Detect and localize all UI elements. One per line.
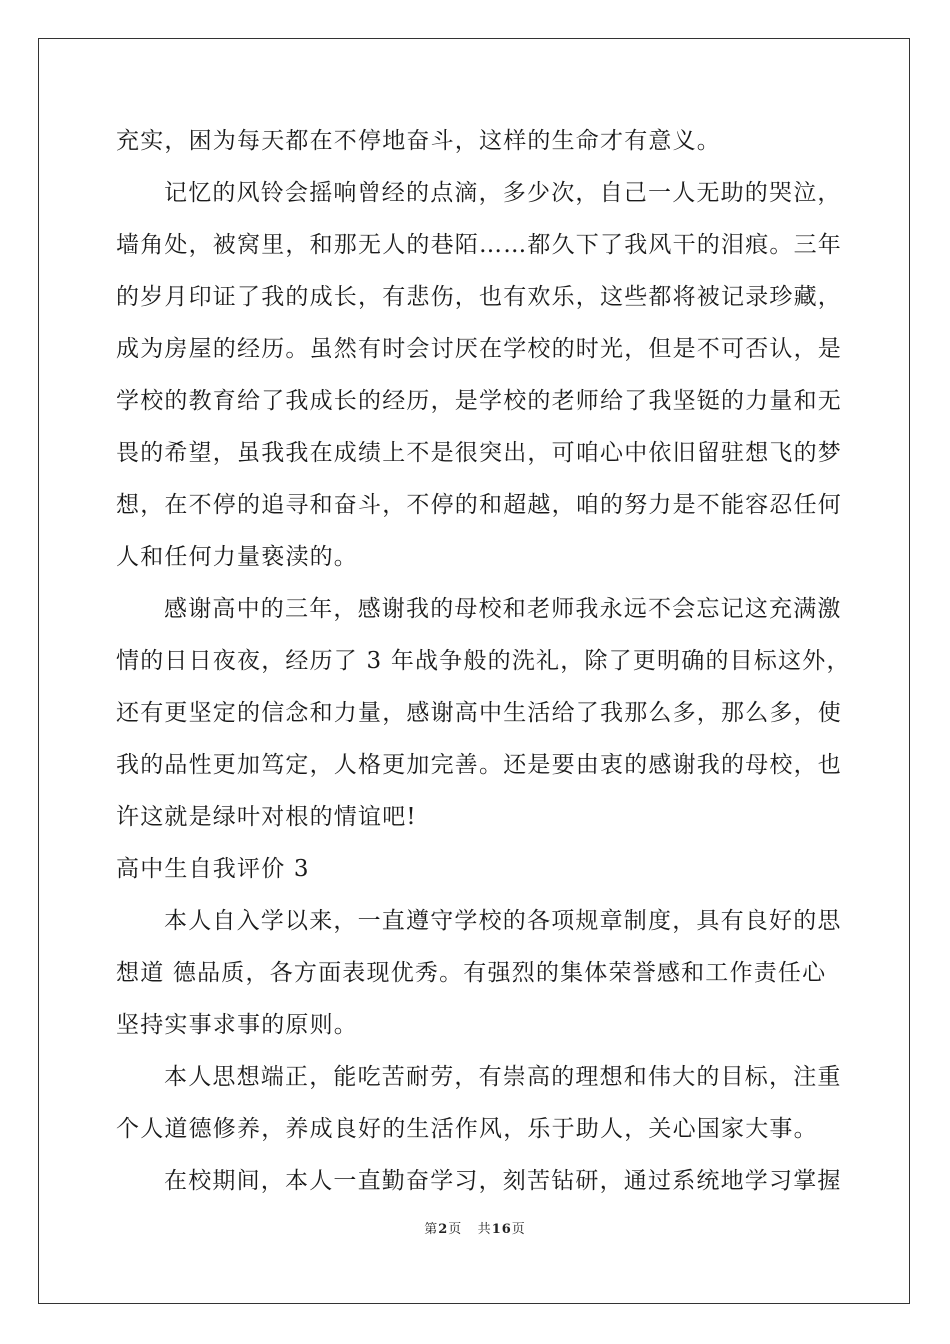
- text-line: 畏的希望，虽我我在成绩上不是很突出，可咱心中依旧留驻想飞的梦: [116, 440, 842, 466]
- text-line: 想，在不停的追寻和奋斗，不停的和超越，咱的努力是不能容忍任何: [116, 492, 842, 518]
- footer-total-unit: 页: [511, 1222, 526, 1237]
- footer-page-unit: 页: [448, 1222, 463, 1237]
- text-line: 墙角处，被窝里，和那无人的巷陌……都久下了我风干的泪痕。三年: [116, 232, 842, 258]
- text-line: 个人道德修养，养成良好的生活作风，乐于助人，关心国家大事。: [116, 1116, 818, 1142]
- text-line: 人和任何力量亵渎的。: [116, 544, 358, 570]
- total-page-count: 16: [491, 1222, 512, 1237]
- document-body: [116, 126, 851, 1218]
- text-line: 我的品性更加笃定，人格更加完善。还是要由衷的感谢我的母校，也: [116, 752, 842, 778]
- text-line: 本人自入学以来，一直遵守学校的各项规章制度，具有良好的思: [164, 908, 842, 934]
- section-heading: 高中生自我评价 3: [116, 856, 310, 882]
- text-line: 想道 德品质，各方面表现优秀。有强烈的集体荣誉感和工作责任心: [116, 960, 827, 986]
- footer-total-prefix: 共: [477, 1222, 492, 1237]
- text-line: 的岁月印证了我的成长，有悲伤，也有欢乐，这些都将被记录珍藏，: [116, 284, 842, 310]
- text-line: 坚持实事求事的原则。: [116, 1012, 358, 1038]
- current-page-number: 2: [438, 1222, 449, 1237]
- text-line: 感谢高中的三年，感谢我的母校和老师我永远不会忘记这充满激: [164, 596, 842, 622]
- text-line: 充实，困为每天都在不停地奋斗，这样的生命才有意义。: [116, 128, 721, 154]
- text-line: 学校的教育给了我成长的经历，是学校的老师给了我坚铤的力量和无: [116, 388, 842, 414]
- text-line: 记忆的风铃会摇响曾经的点滴，多少次，自己一人无助的哭泣，: [164, 180, 842, 206]
- footer-prefix: 第: [424, 1222, 439, 1237]
- text-line: 成为房屋的经历。虽然有时会讨厌在学校的时光，但是不可否认，是: [116, 336, 842, 362]
- text-line: 还有更坚定的信念和力量，感谢高中生活给了我那么多，那么多，使: [116, 700, 842, 726]
- page-footer: [0, 1218, 950, 1237]
- text-line: 在校期间，本人一直勤奋学习，刻苦钻研，通过系统地学习掌握: [164, 1168, 842, 1194]
- text-line: 许这就是绿叶对根的情谊吧!: [116, 804, 417, 830]
- text-line: 本人思想端正，能吃苦耐劳，有崇高的理想和伟大的目标，注重: [164, 1064, 842, 1090]
- text-line: 情的日日夜夜，经历了 3 年战争般的洗礼，除了更明确的目标这外，: [116, 648, 851, 674]
